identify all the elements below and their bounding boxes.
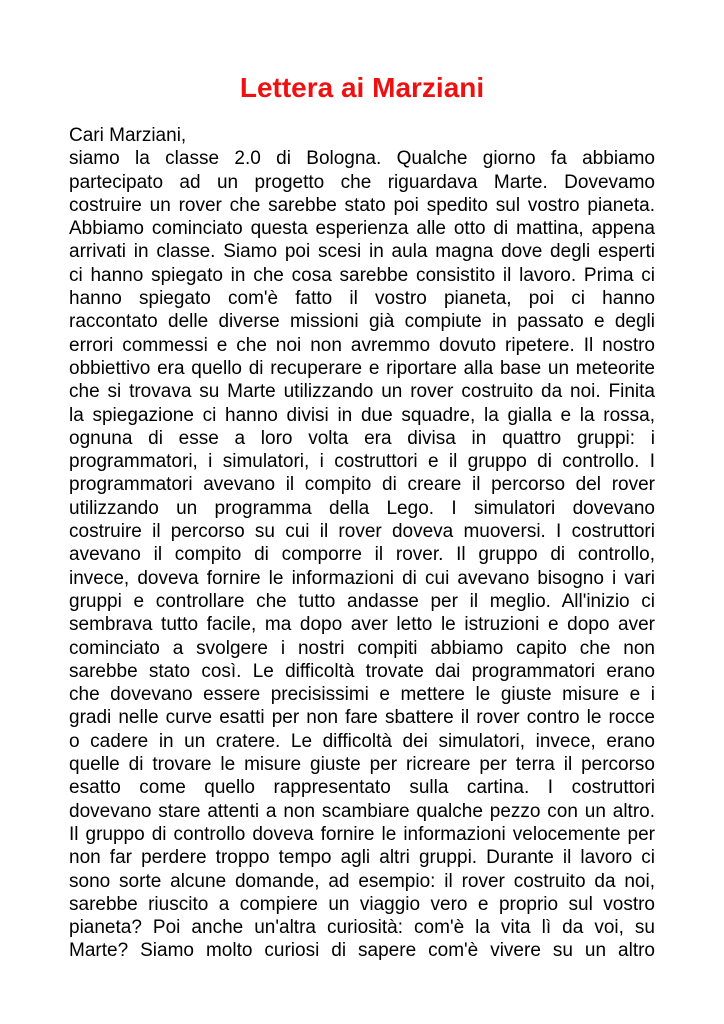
letter-line: Il gruppo di controllo doveva fornire le informazioni velocemente per — [69, 823, 655, 845]
letter-line: sarebbe riuscito a compiere un viaggio vero e proprio sul vostro — [69, 893, 655, 915]
letter-line: utilizzando un programma della Lego. I simulatori dovevano — [69, 497, 655, 519]
letter-line: avevano il compito di comporre il rover. Il gruppo di controllo, — [69, 544, 655, 566]
letter-line: obbiettivo era quello di recuperare e riportare alla base un meteorite — [69, 357, 655, 379]
letter-line: non far perdere troppo tempo agli altri gruppi. Durante il lavoro ci — [69, 847, 655, 869]
letter-line: programmatori, i simulatori, i costruttori e il gruppo di controllo. I — [69, 451, 655, 473]
letter-line: Abbiamo cominciato questa esperienza alle otto di mattina, appena — [69, 218, 655, 240]
letter-line: arrivati in classe. Siamo poi scesi in aula magna dove degli esperti — [69, 241, 655, 263]
letter-line: costruire un rover che sarebbe stato poi spedito sul vostro pianeta. — [69, 194, 655, 216]
letter-line: quelle di trovare le misure giuste per ricreare per terra il percorso — [69, 754, 655, 776]
letter-line: dovevano stare attenti a non scambiare qualche pezzo con un altro. — [69, 800, 655, 822]
letter-line: siamo la classe 2.0 di Bologna. Qualche giorno fa abbiamo — [69, 148, 655, 170]
letter-line: gruppi e controllare che tutto andasse per il meglio. All'inizio ci — [69, 590, 655, 612]
letter-line: cominciato a svolgere i nostri compiti abbiamo capito che non — [69, 637, 655, 659]
letter-body — [69, 124, 655, 963]
letter-line: sarebbe stato così. Le difficoltà trovate dai programmatori erano — [69, 660, 655, 682]
letter-line: ci hanno spiegato in che cosa sarebbe consistito il lavoro. Prima ci — [69, 264, 655, 286]
letter-line: sembrava tutto facile, ma dopo aver letto le istruzioni e dopo aver — [69, 614, 655, 636]
letter-line: o cadere in un cratere. Le difficoltà dei simulatori, invece, erano — [69, 730, 655, 752]
letter-line: sono sorte alcune domande, ad esempio: il rover costruito da noi, — [69, 870, 655, 892]
letter-greeting: Cari Marziani, — [69, 125, 187, 146]
letter-line: la spiegazione ci hanno divisi in due squadre, la gialla e la rossa, — [69, 404, 655, 426]
letter-paragraph — [69, 147, 655, 962]
letter-line: che dovevano essere precisissimi e mettere le giuste misure e i — [69, 684, 655, 706]
document-title: Lettera ai Marziani — [239, 72, 485, 103]
letter-line: programmatori avevano il compito di creare il percorso del rover — [69, 474, 655, 496]
letter-line: pianeta? Poi anche un'altra curiosità: com'è la vita lì da voi, su — [69, 917, 655, 939]
letter-line: costruire il percorso su cui il rover doveva muoversi. I costruttori — [69, 521, 655, 543]
letter-line: gradi nelle curve esatti per non fare sbattere il rover contro le rocce — [69, 707, 655, 729]
letter-line: che si trovava su Marte utilizzando un rover costruito da noi. Finita — [69, 381, 655, 403]
letter-line: raccontato delle diverse missioni già compiute in passato e degli — [69, 311, 655, 333]
letter-line: esatto come quello rappresentato sulla cartina. I costruttori — [69, 777, 655, 799]
letter-line: errori commessi e che noi non avremmo dovuto ripetere. Il nostro — [69, 334, 655, 356]
letter-line: hanno spiegato com'è fatto il vostro pianeta, poi ci hanno — [69, 288, 655, 310]
letter-line: ognuna di esse a loro volta era divisa in quattro gruppi: i — [69, 427, 655, 449]
letter-line: partecipato ad un progetto che riguardava Marte. Dovevamo — [69, 171, 655, 193]
letter-line: invece, doveva fornire le informazioni di cui avevano bisogno i vari — [69, 567, 655, 589]
letter-line: Marte? Siamo molto curiosi di sapere com'è vivere su un altro — [69, 940, 655, 962]
